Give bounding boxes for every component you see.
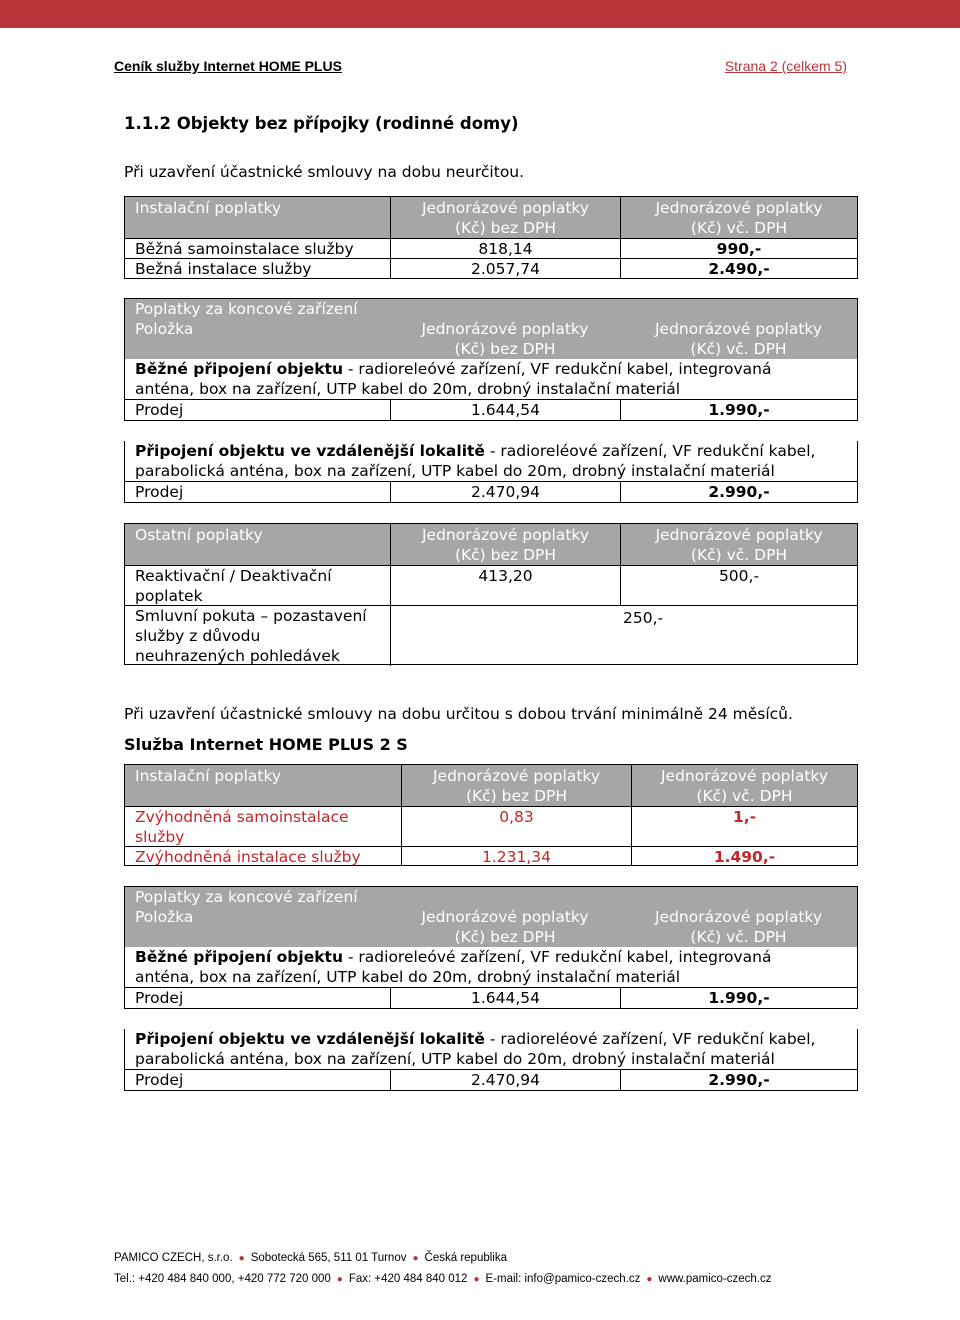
row-net: 818,14 bbox=[390, 238, 620, 258]
row-gross: 2.990,- bbox=[620, 1070, 857, 1090]
col-header-net: Jednorázové poplatky (Kč) bez DPH bbox=[421, 908, 589, 946]
row-net: 2.057,74 bbox=[390, 258, 620, 278]
row-label: Reaktivační / Deaktivační poplatek bbox=[125, 565, 390, 605]
device-row bbox=[125, 481, 857, 502]
bullet-icon: ● bbox=[646, 1274, 653, 1285]
install-fees-table-2 bbox=[124, 764, 858, 866]
col-header-install: Instalační poplatky bbox=[125, 765, 401, 806]
footer-tel: Tel.: +420 484 840 000, +420 772 720 000 bbox=[114, 1273, 331, 1285]
device-description-line2: anténa, box na zařízení, UTP kabel do 20m, drobný instalační materiál bbox=[135, 380, 681, 398]
other-fees-table bbox=[124, 523, 858, 665]
row-net: 2.470,94 bbox=[390, 1070, 620, 1090]
device-fees-table-s2-2 bbox=[124, 1029, 858, 1091]
device-description-line2: parabolická anténa, box na zařízení, UTP kabel do 20m, drobný instalační materiál bbox=[135, 462, 775, 480]
col-header-gross: Jednorázové poplatky (Kč) vč. DPH bbox=[620, 197, 857, 238]
col-header-other: Ostatní poplatky bbox=[125, 524, 390, 565]
service-name: Služba Internet HOME PLUS 2 S bbox=[124, 735, 408, 754]
row-net: 2.470,94 bbox=[390, 482, 620, 502]
row-gross: 990,- bbox=[620, 238, 857, 258]
row-label: Prodej bbox=[135, 1071, 184, 1089]
row-net: 1.644,54 bbox=[390, 988, 620, 1008]
device-fees-table-2 bbox=[124, 441, 858, 503]
row-net: 0,83 bbox=[401, 806, 631, 846]
bullet-icon: ● bbox=[336, 1274, 343, 1285]
device-description: Připojení objektu ve vzdálenější lokalitě - radioreléové zařízení, VF redukční kabel, bbox=[135, 442, 816, 460]
row-label: Prodej bbox=[135, 483, 184, 501]
intro-text: Při uzavření účastnické smlouvy na dobu neurčitou. bbox=[124, 163, 525, 181]
bullet-icon: ● bbox=[412, 1253, 419, 1264]
section-heading: 1.1.2 Objekty bez přípojky (rodinné domy) bbox=[124, 114, 519, 133]
footer-country: Česká republika bbox=[424, 1252, 507, 1264]
row-net: 413,20 bbox=[390, 565, 620, 605]
footer-web[interactable]: www.pamico-czech.cz bbox=[658, 1273, 772, 1285]
col-header-gross: Jednorázové poplatky (Kč) vč. DPH bbox=[654, 320, 823, 358]
row-gross: 2.490,- bbox=[620, 258, 857, 278]
device-row bbox=[125, 987, 857, 1008]
col-header-gross: Jednorázové poplatky (Kč) vč. DPH bbox=[620, 524, 857, 565]
document-title: Ceník služby Internet HOME PLUS bbox=[114, 58, 342, 74]
bullet-icon: ● bbox=[473, 1274, 480, 1285]
row-gross: 1.990,- bbox=[620, 988, 857, 1008]
row-label: Prodej bbox=[135, 401, 184, 419]
col-header-gross: Jednorázové poplatky (Kč) vč. DPH bbox=[631, 765, 857, 806]
row-label: Zvýhodněná samoinstalace služby bbox=[125, 806, 401, 846]
row-gross: 1,- bbox=[631, 806, 857, 846]
row-gross: 1.990,- bbox=[620, 400, 857, 420]
install-fees-table bbox=[124, 196, 858, 279]
device-description-line2: anténa, box na zařízení, UTP kabel do 20m, drobný instalační materiál bbox=[135, 968, 681, 986]
col-header-item: Položka bbox=[135, 908, 194, 926]
col-header-net: Jednorázové poplatky (Kč) bez DPH bbox=[401, 765, 631, 806]
device-table-title: Poplatky za koncové zařízení bbox=[125, 299, 857, 319]
footer-company: PAMICO CZECH, s.r.o. bbox=[114, 1252, 233, 1264]
col-header-net: Jednorázové poplatky (Kč) bez DPH bbox=[390, 197, 620, 238]
col-header-item: Položka bbox=[135, 320, 194, 338]
footer-street: Sobotecká 565, 511 01 Turnov bbox=[250, 1252, 407, 1264]
device-description: Připojení objektu ve vzdálenější lokalitě - radioreléové zařízení, VF redukční kabel, bbox=[135, 1030, 816, 1048]
row-label: Smluvní pokuta – pozastavení služby z důvodu neuhrazených pohledávek bbox=[125, 605, 390, 666]
device-fees-table bbox=[124, 298, 858, 421]
footer-email[interactable]: E-mail: info@pamico-czech.cz bbox=[485, 1273, 641, 1285]
row-net: 1.644,54 bbox=[390, 400, 620, 420]
row-net: 1.231,34 bbox=[401, 846, 631, 866]
top-brand-bar bbox=[0, 0, 960, 28]
device-description-line2: parabolická anténa, box na zařízení, UTP kabel do 20m, drobný instalační materiál bbox=[135, 1050, 775, 1068]
bullet-icon: ● bbox=[238, 1253, 245, 1264]
footer-fax: Fax: +420 484 840 012 bbox=[348, 1273, 468, 1285]
device-row bbox=[125, 1069, 857, 1090]
device-table-header bbox=[125, 319, 857, 359]
row-label: Bežná instalace služby bbox=[125, 258, 390, 278]
device-row bbox=[125, 399, 857, 420]
row-gross: 500,- bbox=[620, 565, 857, 605]
footer-address bbox=[114, 1252, 507, 1264]
col-header-install: Instalační poplatky bbox=[125, 197, 390, 238]
device-table-title: Poplatky za koncové zařízení bbox=[125, 887, 857, 907]
row-label: Zvýhodněná instalace služby bbox=[125, 846, 401, 866]
row-gross: 1.490,- bbox=[631, 846, 857, 866]
row-label: Běžná samoinstalace služby bbox=[125, 238, 390, 258]
page-number: Strana 2 (celkem 5) bbox=[724, 58, 847, 74]
intro-text-2: Při uzavření účastnické smlouvy na dobu určitou s dobou trvání minimálně 24 měsíců. bbox=[124, 705, 793, 723]
device-description: Běžné připojení objektu - radioreleóvé zařízení, VF redukční kabel, integrovaná bbox=[135, 948, 772, 966]
row-gross: 2.990,- bbox=[620, 482, 857, 502]
device-table-header bbox=[125, 907, 857, 947]
device-description: Běžné připojení objektu - radioreleóvé zařízení, VF redukční kabel, integrovaná bbox=[135, 360, 772, 378]
col-header-net: Jednorázové poplatky (Kč) bez DPH bbox=[421, 320, 589, 358]
col-header-net: Jednorázové poplatky (Kč) bez DPH bbox=[390, 524, 620, 565]
device-fees-table-s2 bbox=[124, 886, 858, 1009]
row-label: Prodej bbox=[135, 989, 184, 1007]
row-value: 250,- bbox=[390, 605, 857, 666]
footer-contacts bbox=[114, 1273, 772, 1285]
col-header-gross: Jednorázové poplatky (Kč) vč. DPH bbox=[654, 908, 823, 946]
